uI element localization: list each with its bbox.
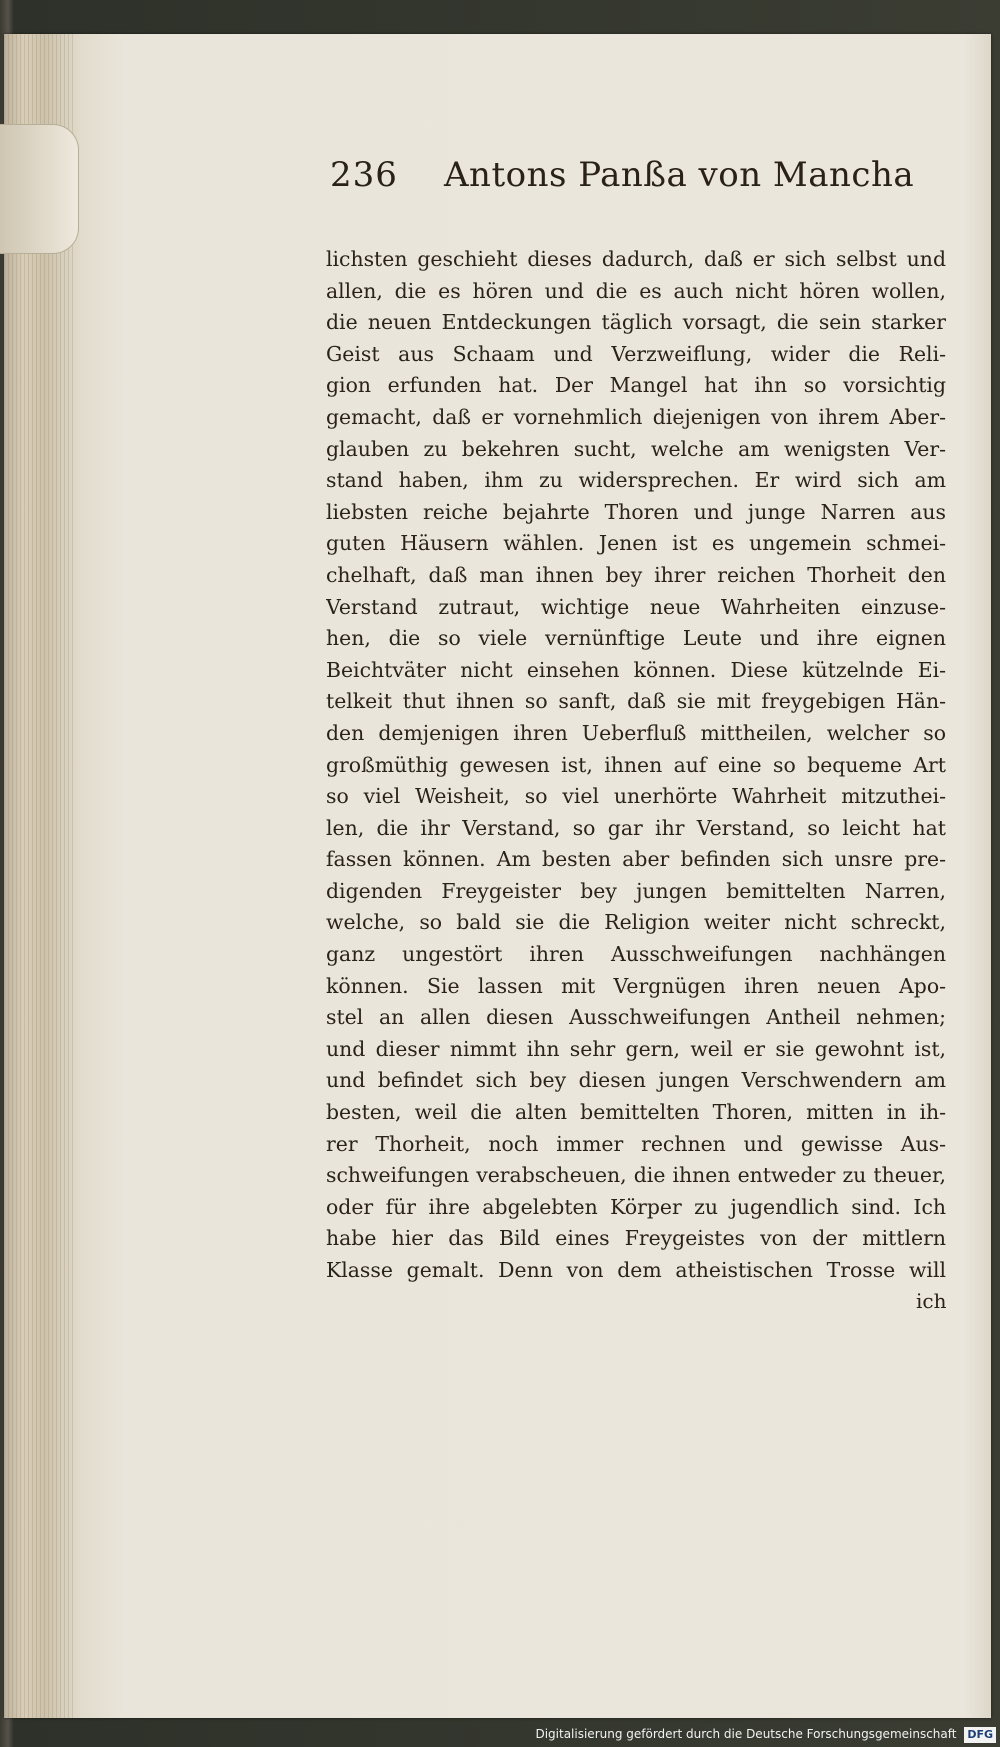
text-line: großmüthig gewesen ist, ihnen auf eine so bequeme Art [326, 752, 946, 777]
text-line: können. Sie lassen mit Vergnügen ihren neuen Apo- [326, 973, 946, 998]
text-line: fassen können. Am besten aber befinden sich unsre pre- [326, 847, 946, 872]
page-edge-stack [4, 34, 76, 1718]
digitization-attribution [535, 1723, 996, 1745]
text-line: besten, weil die alten bemittelten Thoren, mitten in ih- [326, 1100, 946, 1125]
page-number: 236 [330, 155, 398, 195]
text-line: und befindet sich bey diesen jungen Verschwendern am [326, 1068, 946, 1093]
text-line: Beichtväter nicht einsehen können. Diese kützelnde Ei- [326, 657, 946, 682]
text-line: den demjenigen ihren Ueberfluß mittheilen, welcher so [326, 720, 946, 745]
text-line: telkeit thut ihnen so sanft, daß sie mit freygebigen Hän- [326, 689, 946, 714]
text-line: so viel Weisheit, so viel unerhörte Wahrheit mitzuthei- [326, 784, 946, 809]
text-line: gemacht, daß er vornehmlich diejenigen von ihrem Aber- [326, 404, 946, 429]
text-line: stel an allen diesen Ausschweifungen Antheil nehmen; [326, 1005, 946, 1030]
text-line: schweifungen verabscheuen, die ihnen entweder zu theuer, [326, 1163, 946, 1188]
body-text [326, 244, 946, 1287]
text-line: welche, so bald sie die Religion weiter nicht schreckt, [326, 910, 946, 935]
catchword: ich [916, 1289, 947, 1313]
text-line: gion erfunden hat. Der Mangel hat ihn so vorsichtig [326, 373, 946, 398]
text-line: Geist aus Schaam und Verzweiflung, wider die Reli- [326, 341, 946, 366]
attribution-text: Digitalisierung gefördert durch die Deutsche Forschungsgemeinschaft [535, 1727, 957, 1741]
running-head [330, 155, 915, 205]
text-line: Klasse gemalt. Denn von dem atheistischen Trosse will [326, 1258, 946, 1282]
text-line: oder für ihre abgelebten Körper zu jugendlich sind. Ich [326, 1194, 946, 1219]
text-line: und dieser nimmt ihn sehr gern, weil er sie gewohnt ist, [326, 1036, 946, 1061]
text-line: stand haben, ihm zu widersprechen. Er wird sich am [326, 468, 946, 493]
text-line: liebsten reiche bejahrte Thoren und junge Narren aus [326, 499, 946, 524]
text-line: Verstand zutraut, wichtige neue Wahrheiten einzuse- [326, 594, 946, 619]
text-line: guten Häusern wählen. Jenen ist es ungemein schmei- [326, 531, 946, 556]
running-title: Antons Panßa von Mancha [444, 155, 915, 195]
page-tab-marker [0, 124, 79, 254]
dfg-logo: DFG [964, 1727, 996, 1743]
text-line: die neuen Entdeckungen täglich vorsagt, die sein starker [326, 310, 946, 335]
text-line: len, die ihr Verstand, so gar ihr Verstand, so leicht hat [326, 815, 946, 840]
text-line: digenden Freygeister bey jungen bemittelten Narren, [326, 878, 946, 903]
text-line: lichsten geschieht dieses dadurch, daß er sich selbst und [326, 247, 946, 271]
text-line: glauben zu bekehren sucht, welche am wenigsten Ver- [326, 436, 946, 461]
text-line: ganz ungestört ihren Ausschweifungen nachhängen [326, 942, 946, 967]
text-line: hen, die so viele vernünftige Leute und ihre eignen [326, 626, 946, 651]
text-line: allen, die es hören und die es auch nicht hören wollen, [326, 278, 946, 303]
text-line: chelhaft, daß man ihnen bey ihrer reichen Thorheit den [326, 562, 946, 587]
text-line: habe hier das Bild eines Freygeistes von der mittlern [326, 1226, 946, 1251]
text-line: rer Thorheit, noch immer rechnen und gewisse Aus- [326, 1131, 946, 1156]
